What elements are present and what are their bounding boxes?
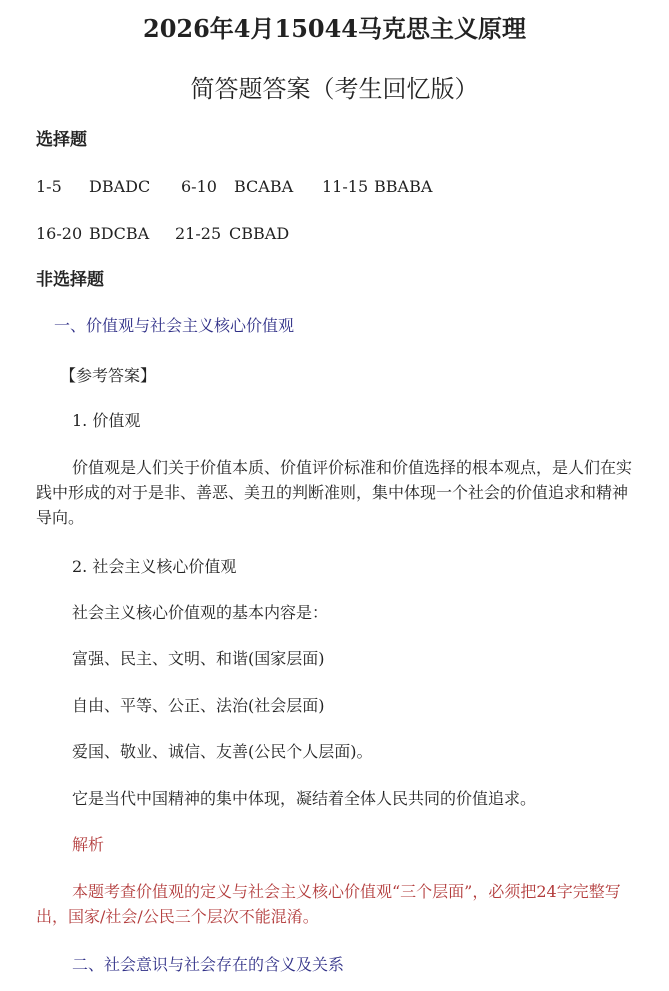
mc-answers-row-1 — [36, 177, 432, 197]
mc-range: 6-10 — [181, 177, 217, 196]
q1-title: 一、价值观与社会主义核心价值观 — [54, 316, 295, 335]
q1-citizen-level: 爱国、敬业、诚信、友善(公民个人层面)。 — [72, 742, 373, 761]
q1-state-level: 富强、民主、文明、和谐(国家层面) — [72, 649, 325, 668]
mc-range: 11-15 — [322, 177, 369, 196]
analysis-label: 解析 — [72, 835, 105, 854]
non-mc-heading: 非选择题 — [36, 270, 104, 290]
mc-answer: BBABA — [374, 177, 433, 196]
q2-title: 二、社会意识与社会存在的含义及关系 — [72, 955, 345, 974]
mc-answers-row-2 — [36, 224, 289, 244]
title-line-2: 简答题答案（考生回忆版） — [190, 75, 479, 103]
q1-para1: 价值观是人们关于价值本质、价值评价标准和价值选择的根本观点，是人们在实践中形成的对于是非、善恶、美丑的判断准则，集中体现一个社会的价值追求和精神导向。 — [36, 458, 633, 527]
mc-range: 21-25 — [175, 224, 222, 243]
q1-society-level: 自由、平等、公正、法治(社会层面) — [72, 696, 325, 715]
q1-intro: 社会主义核心价值观的基本内容是： — [72, 603, 329, 622]
mc-answer: BCABA — [234, 177, 294, 196]
q1-summary: 它是当代中国精神的集中体现，凝结着全体人民共同的价值追求。 — [72, 789, 537, 808]
mc-answer: CBBAD — [229, 224, 290, 243]
q1-sub2: 2. 社会主义核心价值观 — [72, 557, 237, 576]
mc-range: 1-5 — [36, 177, 62, 196]
q1-sub1: 1. 价值观 — [72, 411, 141, 430]
analysis-text: 本题考查价值观的定义与社会主义核心价值观“三个层面”，必须把24字完整写出，国家/社会/公民三个层次不能混淆。 — [36, 882, 621, 926]
reference-answer-label: 【参考答案】 — [60, 366, 157, 385]
title-line-1: 2026年4月15044马克思主义原理 — [143, 14, 526, 43]
mc-heading: 选择题 — [36, 130, 87, 150]
mc-answer: BDCBA — [89, 224, 150, 243]
mc-answer: DBADC — [89, 177, 151, 196]
mc-range: 16-20 — [36, 224, 83, 243]
